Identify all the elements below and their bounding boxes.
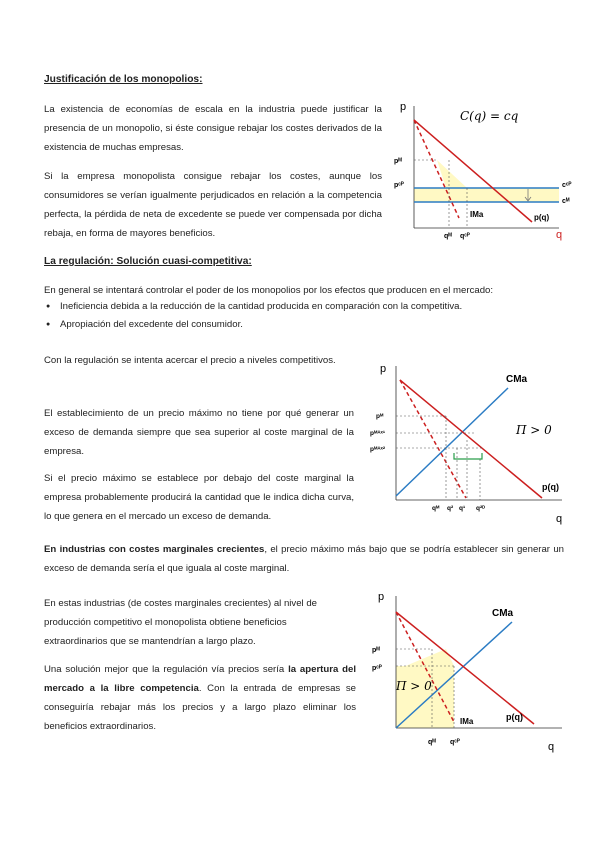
marginal-revenue-curve [414,120,459,218]
q2D-label: q²ᴰ [476,505,486,512]
justification-paragraph-1: La existencia de economías de escala en la industria puede justificar la presencia de un monopolio, si éste consigue rebajar los costes derivados de la existencia de muchas empresas. [44,104,382,153]
profit-label: Π > 0 [396,679,432,693]
q1-label: q¹ [459,505,466,512]
deadweight-area [437,160,467,188]
list-item: ● Apropiación del excedente del consumidor. [46,316,566,334]
demand-label: p(q) [534,213,550,222]
price-cap-figure [366,352,566,525]
qCP-label: qᶜᴾ [460,233,470,240]
increasing-paragraph-2: Una solución mejor que la regulación vía precios sería la apertura del mercado a la libre competencia. Con la entrada de empresas se conseguiría rebajar más los precios y a largo plazo eliminar los beneficios extraordinarios. [44,664,356,732]
qM-label: qᴹ [432,505,440,512]
pMAX2-label: pᴹᴬˣ² [370,446,386,453]
increasing-cost-emphasis: En industrias con costes marginales crecientes [44,544,265,555]
pM-label: pᴹ [394,158,402,165]
demand-curve [414,120,532,222]
justification-paragraph-2: Si la empresa monopolista consigue rebajar los costes, aunque los consumidores se verían igualmente perjudicados en relación a la competencia perfecta, la pérdida de neta de excedente se puede ver compensada por dicha rebaja, en forma de mayores beneficios. [44,171,382,239]
regulation-paragraph-3: Si el precio máximo se establece por debajo del coste marginal la empresa probablemente producirá la cantidad que le indica dicha curva, lo que genera en el mercado un exceso de demanda. [44,473,354,522]
q-axis-label: q [548,741,555,753]
p-axis-label: p [400,101,407,113]
cost-function-label: C(q) = cq [460,109,519,123]
qM-label: qᴹ [444,233,452,240]
marginal-cost-curve [396,388,508,496]
pCP-label: pᶜᴾ [394,182,404,189]
regulation-paragraph-4: En industrias con costes marginales crecientes, el precio máximo más bajo que se podría establecer sin generar un exceso de demanda sería el que iguala al coste marginal. [44,544,565,574]
CMa-label: CMa [506,374,528,385]
qCP-label: qᶜᴾ [450,739,460,746]
pCP-label: pᶜᴾ [372,665,382,672]
CMa-label: CMa [492,608,514,619]
cCP-label: cᶜᴾ [562,182,572,189]
p-axis-label: p [378,591,385,603]
q2-label: q² [447,505,454,512]
p-axis-label: p [380,363,387,375]
pM-label: pᴹ [372,647,380,654]
qM-label: qᴹ [428,739,436,746]
list-item: ● Ineficiencia debida a la reducción de la cantidad producida en comparación con la competitiva. [46,298,566,316]
profit-label: Π > 0 [516,423,552,437]
increasing-paragraph-1: En estas industrias (de costes marginales crecientes) al nivel de producción competitivo el monopolista obtiene beneficios extraordinarios que se mantendrían a largo plazo. [44,598,318,647]
efficiency-gain-area [414,188,559,202]
profit-rectangle [396,666,454,728]
pM-label: pᴹ [376,413,384,420]
regulation-title: La regulación: Solución cuasi-competitiva: [44,256,252,267]
cM-label: cᴹ [562,198,570,205]
IMa-label: IMa [460,717,474,726]
regulation-effects-list [46,298,566,334]
IMa-label: IMa [470,210,484,219]
demand-label: p(q) [542,482,559,492]
demand-label: p(q) [506,712,523,722]
demand-curve [400,380,542,498]
excess-demand-bracket [454,453,482,459]
regulation-paragraph-2: El establecimiento de un precio máximo no tiene por qué generar un exceso de demanda siempre que sea superior al coste marginal de la empresa. [44,408,354,457]
q-axis-label: q [556,229,563,241]
justification-title: Justificación de los monopolios: [44,74,203,85]
pMAX1-label: pᴹᴬˣ¹ [370,430,386,437]
regulation-intro: En general se intentará controlar el poder de los monopolios por los efectos que producen en el mercado: [44,285,494,296]
monopoly-cost-figure [394,96,572,241]
regulation-paragraph-1: Con la regulación se intenta acercar el precio a niveles competitivos. [44,355,336,366]
increasing-cost-figure [366,586,566,756]
q-axis-label: q [556,513,563,525]
free-competition-emphasis: la apertura del mercado a la libre competencia [44,664,356,694]
